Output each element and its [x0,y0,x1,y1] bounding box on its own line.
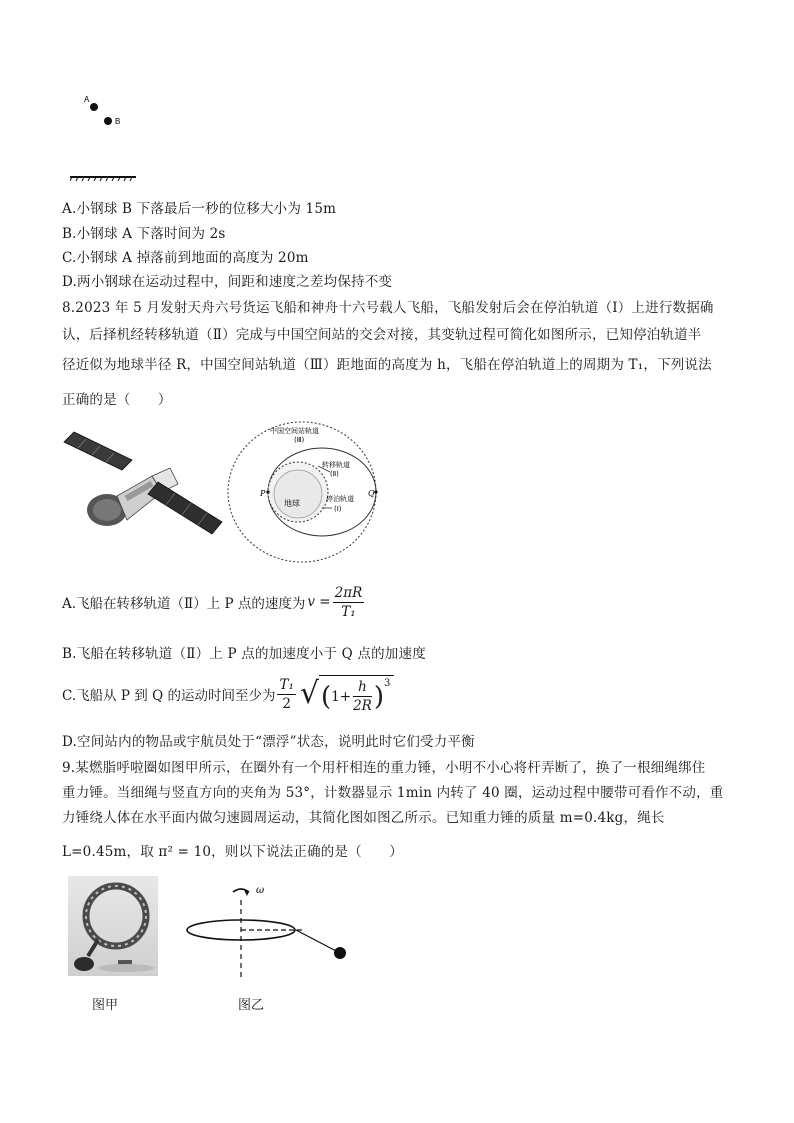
fig-a-caption: 图甲 [92,998,119,1013]
point-q-label: Q [368,489,375,498]
q8-option-c-paren-close: ) [373,681,384,712]
q9-stem-line-1: 9.某燃脂呼啦圈如图甲所示，在圈外有一个用杆相连的重力锤，小明不小心将杆弄断了，换了一根细绳绑住 [62,760,706,776]
fig-b-caption: 图乙 [238,998,265,1013]
q9-stem-line-2: 重力锤。当细绳与竖直方向的夹角为 53°，计数器显示 1min 内转了 40 圈，运动过程中腰带可看作不动，重 [62,785,724,801]
q8-option-c-sqrt [300,673,394,715]
sqrt-icon: √ [299,676,320,711]
q8-option-a-lhs: v = [307,594,331,610]
q8-stem-line-1: 8.2023 年 5 月发射天舟六号货运飞船和神舟十六号载人飞船，飞船发射后会在停泊轨道（Ⅰ）上进行数据确 [62,300,714,316]
q8-option-c-radicand [319,675,394,715]
q9-stem-line-3: 力锤绕人体在水平面内做匀速圆周运动，其简化图如图乙所示。已知重力锤的质量 m=0.4kg，绳长 [62,810,665,826]
hula-hoop-schematic [180,880,355,985]
point-p-dot [266,490,269,493]
spacecraft-svg [62,430,227,550]
orbit-diagram [222,416,390,566]
orbit1-label-1: 停泊轨道 [326,495,354,503]
q8-option-a-text: A.飞船在转移轨道（Ⅱ）上 P 点的速度为 [62,596,306,612]
q8-option-c-frac2 [353,678,372,715]
q7-option-b: B.小钢球 A 下落时间为 2s [62,226,226,242]
orbit3-label-2: (Ⅲ) [294,436,305,444]
orbit2-label-1: 转移轨道 [322,461,350,469]
q8-option-c-num1: T₁ [279,676,294,693]
q8-option-a-num: 2πR [334,584,363,601]
left-solar-panel [64,432,132,470]
weight-ball [334,947,346,959]
orbit1-label-2: (Ⅰ) [334,505,342,513]
q8-option-d: D.空间站内的物品或宇航员处于“漂浮”状态，说明此时它们受力平衡 [62,734,475,750]
q8-option-c-den2: 2R [353,698,372,714]
hula-hoop-schematic-svg [180,880,355,985]
q8-option-c-frac1 [277,676,295,713]
hula-hoop-photo-svg [68,876,158,976]
ball-b-label: B [115,117,121,126]
falling-balls-svg [70,90,160,185]
point-p-label: P [260,489,266,498]
hoop-rod [88,940,98,956]
q8-option-c-one: 1+ [331,688,352,705]
q9-stem-line-4: L=0.45m，取 π² = 10，则以下说法正确的是（ ） [62,844,403,860]
omega-label: ω [256,885,265,896]
q8-stem-line-4: 正确的是（ ） [62,392,172,408]
q8-option-a [62,580,366,624]
q7-option-d: D.两小钢球在运动过程中，间距和速度之差均保持不变 [62,274,393,290]
q8-option-c-num2: h [353,678,372,697]
string-line [296,930,338,952]
hoop-weight [74,957,94,971]
orbit2-label-2: (Ⅱ) [330,470,339,478]
orbit-diagram-svg [222,416,390,566]
earth-label: 地球 [284,499,300,508]
earth [274,470,322,518]
q8-option-c-text: C.飞船从 P 到 Q 的运动时间至少为 [62,688,276,704]
ball-b [104,117,112,125]
q8-option-c-paren-open: ( [321,681,332,712]
q8-option-a-fraction [333,584,365,621]
q8-stem-line-2: 认，后择机经转移轨道（Ⅱ）完成与中国空间站的交会对接，其变轨过程可简化如图所示，已知停泊轨道半 [62,327,702,343]
point-q-dot [374,490,377,493]
q8-option-b: B.飞船在转移轨道（Ⅱ）上 P 点的加速度小于 Q 点的加速度 [62,646,426,662]
q8-option-c-exp: 3 [384,678,391,689]
orbit3-label-1: 中国空间站轨道 [270,427,319,435]
q8-option-c-den1: 2 [282,695,291,712]
ball-a-label: A [84,95,90,104]
spacecraft-illustration [62,430,227,550]
q8-stem-line-3: 径近似为地球半径 R，中国空间站轨道（Ⅲ）距地面的高度为 h，飞船在停泊轨道上的周期为 T₁，下列说法 [62,357,712,373]
hula-hoop-photo [68,876,158,976]
q8-option-c [62,668,394,720]
q8-option-a-den: T₁ [341,603,356,620]
right-solar-panel [148,482,222,534]
q7-option-a: A.小钢球 B 下落最后一秒的位移大小为 15m [62,201,337,217]
falling-balls-figure [70,90,160,185]
q7-option-c: C.小钢球 A 掉落前到地面的高度为 20m [62,250,309,266]
ball-a [90,103,98,111]
